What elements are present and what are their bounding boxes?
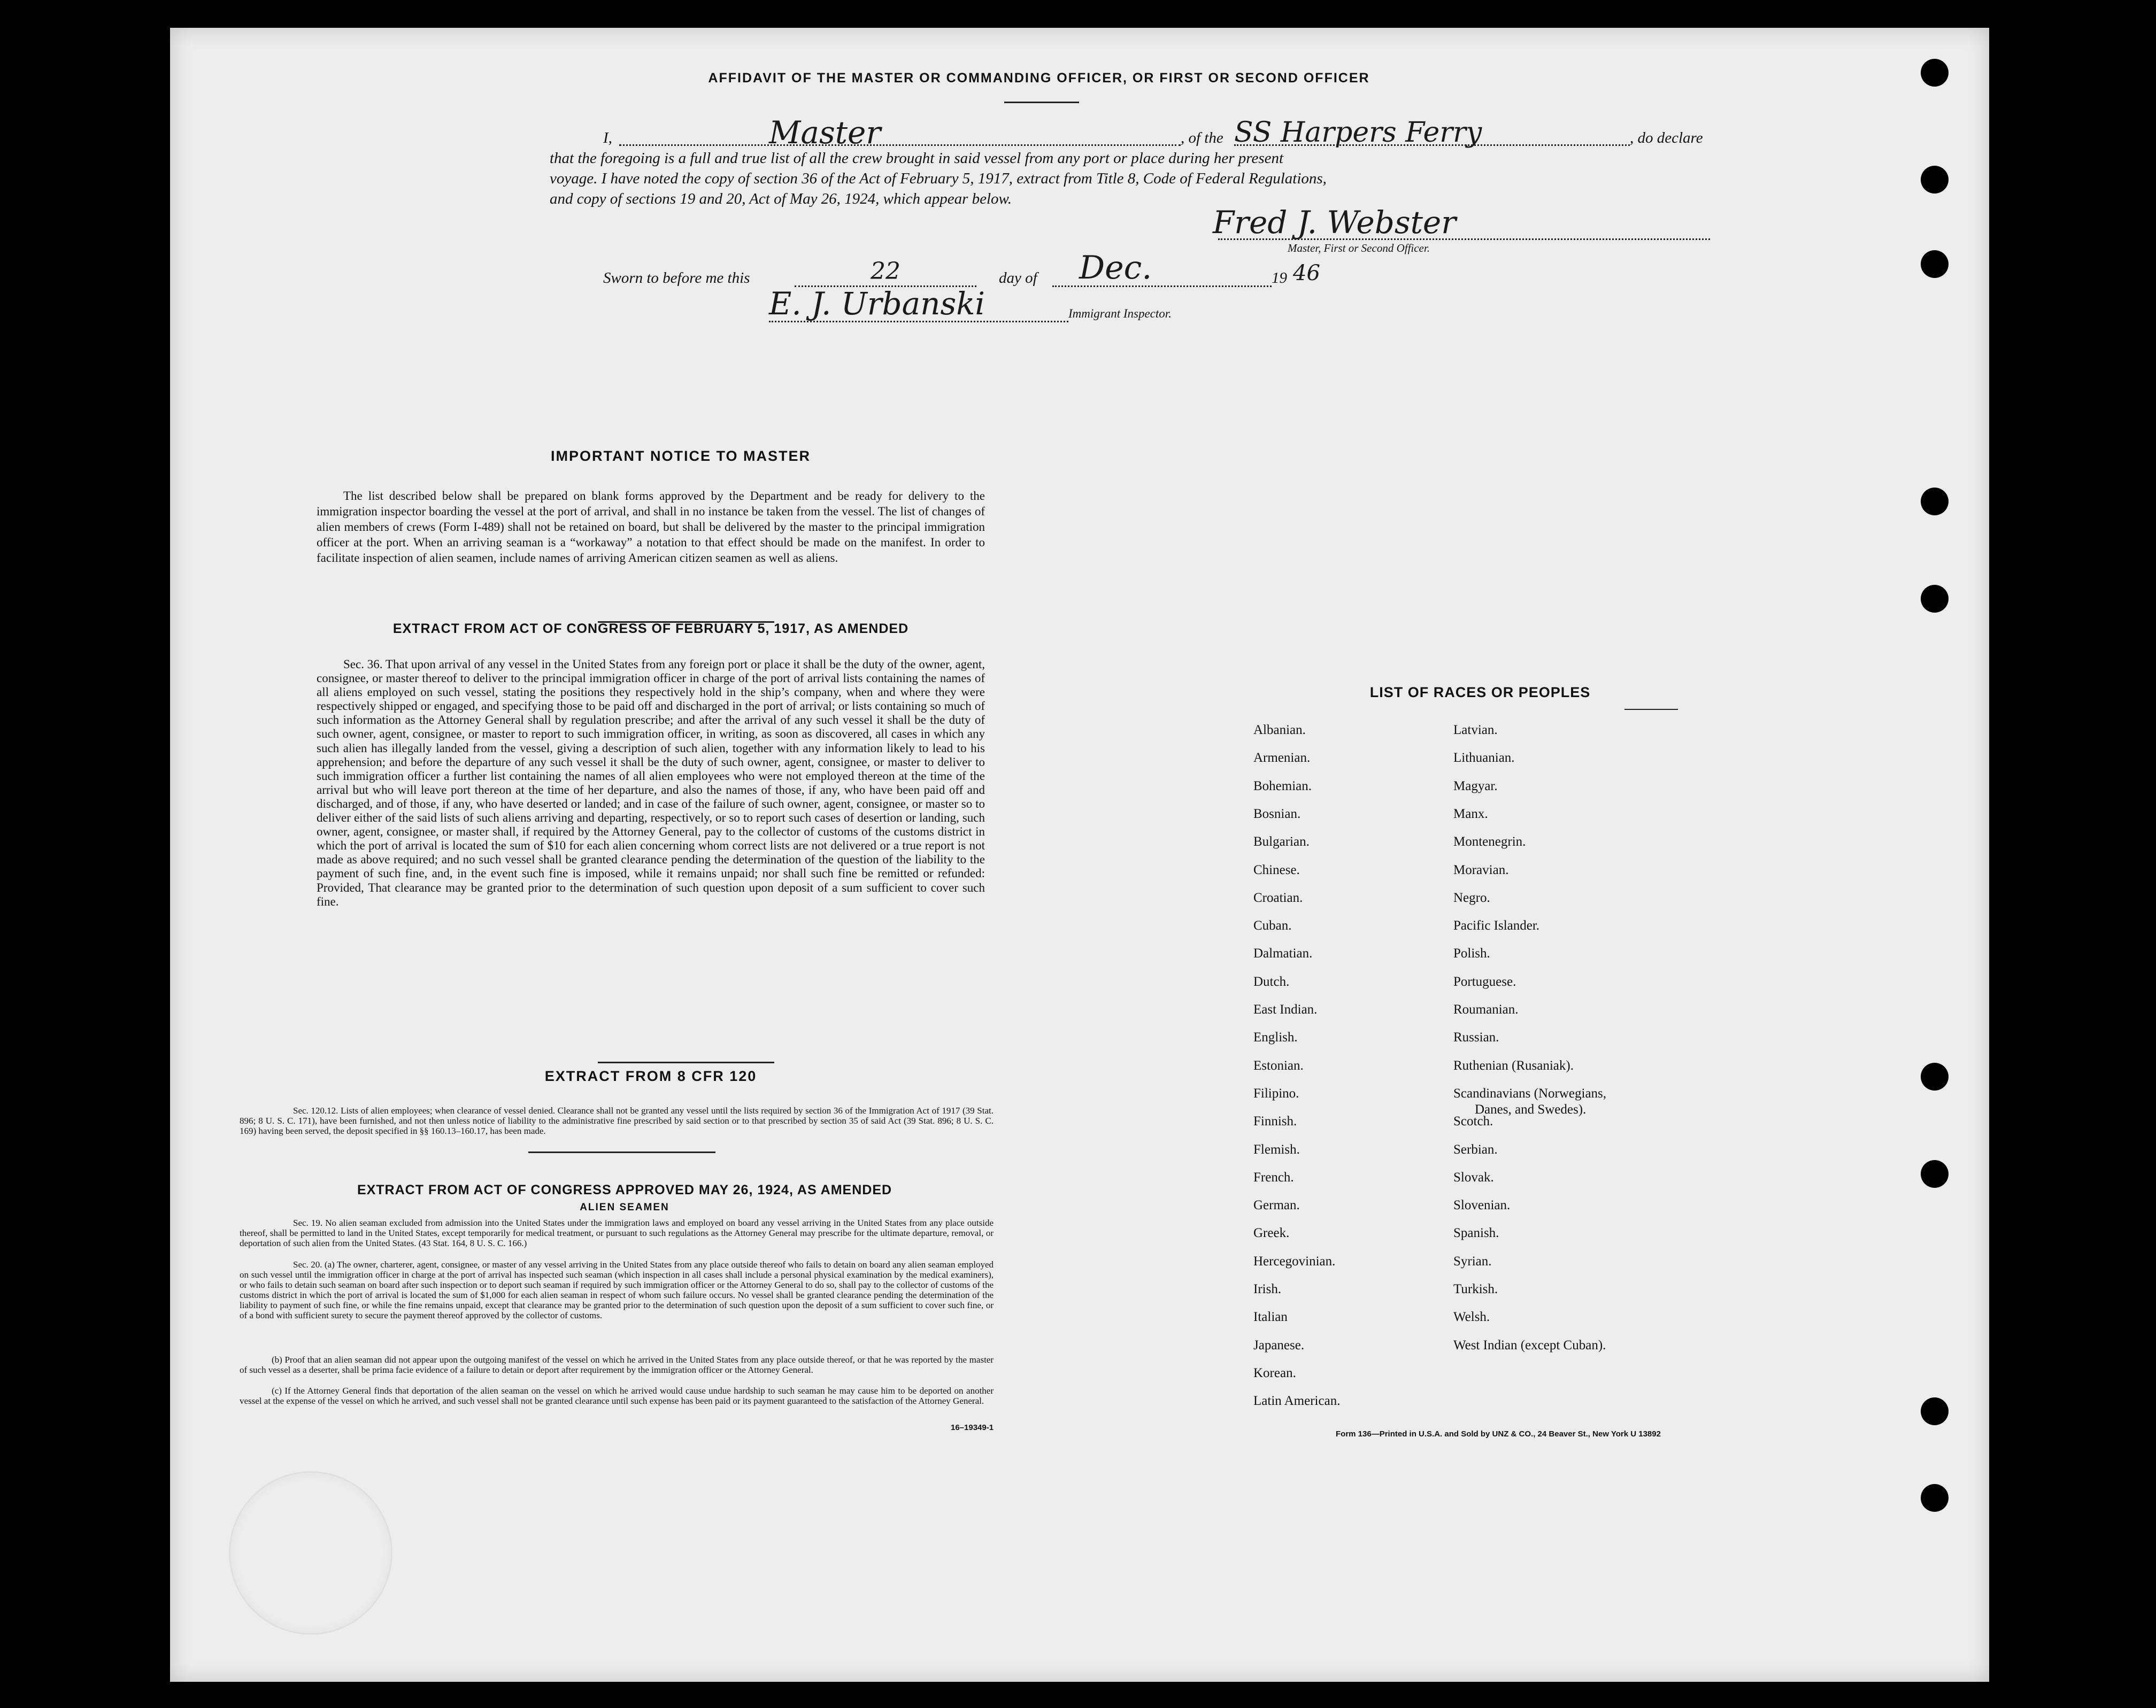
extract-1924-sec19: Sec. 19. No alien seaman excluded from admission into the United States under the immigration laws and employed on board any vessel arriving in the United States from any place outside thereof, shall be permitted to land in the United States, except temporarily for medical treatment, or pursuant to such regulations as the Attorney General may prescribe for the ultimate departure, removal, or deportation of such alien from the United States. (43 Stat. 164, 8 U. S. C. 166.) [240,1218,994,1249]
race-item: French. [1253,1170,1294,1185]
extract-1924-title: EXTRACT FROM ACT OF CONGRESS APPROVED MAY 26, 1924, AS AMENDED [357,1183,892,1197]
punch-hole [1921,250,1949,278]
race-item: Latin American. [1253,1394,1341,1409]
extract-1924-sec20b: (b) Proof that an alien seaman did not appear upon the outgoing manifest of the vessel on which he arrived in the United States from any place outside thereof, or that he was reported by the master of such vessel as a deserter, shall be prima facie evidence of a failure to detain or deport after requirement by the immigration officer or the Attorney General. [240,1355,994,1375]
race-item: Italian [1253,1310,1288,1325]
race-item: Lithuanian. [1453,751,1515,766]
race-item: Filipino. [1253,1086,1299,1101]
races-footer: Form 136—Printed in U.S.A. and Sold by UNZ & CO., 24 Beaver St., New York U 13892 [1336,1429,1661,1439]
extract-1917-title: EXTRACT FROM ACT OF CONGRESS OF FEBRUARY 5, 1917, AS AMENDED [392,621,909,636]
race-item: Flemish. [1253,1142,1300,1157]
title-underline [1004,102,1079,103]
race-item: Montenegrin. [1453,834,1526,849]
race-item: Manx. [1453,806,1488,821]
punch-hole [1921,488,1949,515]
race-item: Ruthenian (Rusaniak). [1453,1058,1574,1073]
race-item: Pacific Islander. [1453,918,1540,933]
race-item: Latvian. [1453,723,1498,737]
race-item: Spanish. [1453,1226,1499,1241]
handwritten-master: Master [769,114,881,151]
extract-1924-subtitle: ALIEN SEAMEN [580,1202,669,1213]
of-the-label: , of the [1181,129,1223,146]
affidavit-line2: that the foregoing is a full and true list of all the crew brought in said vessel from any port or place during her present [550,150,1284,167]
inspector-blank [769,321,1068,322]
races-title: LIST OF RACES OR PEOPLES [1369,684,1591,700]
race-item: Albanian. [1253,723,1306,737]
name-blank [619,144,1181,146]
signature-caption: Master, First or Second Officer. [1288,242,1430,254]
extract-cfr-body: Sec. 120.12. Lists of alien employees; when clearance of vessel denied. Clearance shall not be granted any vessel until the lists required by section 36 of the Immigration Act of 1917 (39 Stat. 896; 8 U. S. C. 171), have been furnished, and not then unless notice of liability to the administrative fine prescribed by said section or to that prescribed by section 35 of said Act (39 Stat. 896; 8 U. S. C. 169) having been served, the deposit specified in §§ 160.13–160.17, has been made. [240,1106,994,1137]
race-item: Bosnian. [1253,806,1301,821]
race-item: Scandinavians (Norwegians, [1453,1086,1607,1101]
race-item: Turkish. [1453,1282,1498,1296]
race-item: Negro. [1453,890,1490,905]
do-declare-label: , do declare [1630,129,1703,146]
handwritten-inspector: E. J. Urbanski [769,285,985,322]
race-item: Greek. [1253,1226,1290,1241]
race-item: Chinese. [1253,862,1300,877]
handwritten-year: 46 [1293,261,1320,285]
handwritten-signature: Fred J. Webster [1213,204,1456,241]
punch-hole [1921,1160,1949,1188]
race-item: Bulgarian. [1253,834,1310,849]
punch-hole [1921,166,1949,194]
race-item: Russian. [1453,1030,1499,1045]
race-item: Japanese. [1253,1338,1305,1353]
punch-hole [1921,1397,1949,1425]
signature-blank [1218,238,1710,240]
affidavit-line3: voyage. I have noted the copy of section 36 of the Act of February 5, 1917, extract from Title 8, Code of Federal Regulations, [550,170,1327,187]
day-of-label: day of [999,269,1037,287]
race-item: Portuguese. [1453,974,1516,989]
punch-hole [1921,1484,1949,1512]
race-item: Slovenian. [1453,1198,1511,1213]
extract-1924-sec20a: Sec. 20. (a) The owner, charterer, agent, consignee, or master of any vessel arriving in the United States from any place outside thereof who fails to detain on board any alien seaman employed on such vessel until the immigration officer in charge at the port of arrival has inspected such seaman (which inspection in all cases shall include a personal physical examination by the medical examiners), or who fails to detain such seaman on board after such inspection or to deport such seaman if required by such immigration officer or the Attorney General to do so, shall pay to the collector of customs of the customs district in which the port of arrival is located the sum of $1,000 for each alien seaman in respect of whom such failure occurs. No vessel shall be granted clearance pending the determination of the liability to payment of such fine, or while the fine remains unpaid, except that clearance may be granted prior to the determination of such question upon the deposit of a sum sufficient to cover such fine, or of a bond with sufficient surety to secure the payment thereof approved by the collector of customs. [240,1259,994,1321]
punch-hole [1921,1063,1949,1091]
handwritten-month: Dec. [1079,249,1152,287]
race-item: Hercegovinian. [1253,1254,1336,1269]
affidavit-line1 [603,114,1737,151]
race-item: Syrian. [1453,1254,1492,1269]
race-item: Finnish. [1253,1114,1297,1129]
form-code: 16–19349-1 [951,1423,994,1432]
extract-1917-body: Sec. 36. That upon arrival of any vessel in the United States from any foreign port or place it shall be the duty of the owner, agent, consignee, or master thereof to deliver to the principal immigration officer in charge of the port of arrival lists containing the names of all aliens employed on such vessel, stating the positions they respectively hold in the ship’s company, when and where they were respectively shipped or engaged, and specifying those to be paid off and discharged in the port of arrival; or lists containing so much of such information as the Attorney General shall by regulation prescribe; and after the arrival of any such vessel it shall be the duty of such owner, agent, consignee, or master to report to such immigration officer, in writing, as soon as discovered, all cases in which any such alien has illegally landed from the vessel, giving a description of such alien, together with any information likely to lead to his apprehension; and before the departure of any such vessel it shall be the duty of such owner, agent, consignee, or master to deliver to such immigration officer a further list containing the names of all alien employees who were not employed thereon at the time of the arrival but who will leave port thereon at the time of her departure, and also the names of those, if any, who have been paid off and discharged, and of those, if any, who have deserted or landed; and in case of the failure of such owner, agent, consignee, or master so to deliver either of the said lists of such aliens arriving and departing, respectively, or so to report such cases of desertion or landing, such owner, agent, consignee, or master shall, if required by the Attorney General, pay to the collector of customs of the customs district in which the port of arrival is located the sum of $10 for each alien concerning whom correct lists are not delivered or a true report is not made as above required; and no such vessel shall be granted clearance pending the determination of the question of the liability to the payment of such fine, and, in the event such fine is imposed, while it remains unpaid; nor shall such fine be remitted or refunded: Provided, That clearance may be granted prior to the determination of such question upon deposit of a sum sufficient to cover such fine. [317,658,985,908]
affidavit-line4: and copy of sections 19 and 20, Act of May 26, 1924, which appear below. [550,190,1012,207]
race-item: West Indian (except Cuban). [1453,1338,1606,1353]
race-item: Welsh. [1453,1310,1490,1325]
extract-1924-sec20c: (c) If the Attorney General finds that deportation of the alien seaman on the vessel on which he arrived would cause undue hardship to such seaman he may cause him to be deported on another vessel at the expense of the vessel on which he arrived, and such vessel shall not be granted clearance until such expense has been paid or its payment guaranteed to the satisfaction of the Attorney General. [240,1386,994,1406]
divider [598,1062,774,1063]
sworn-label: Sworn to before me this [603,269,750,287]
race-item: Polish. [1453,946,1490,961]
race-item: Magyar. [1453,778,1498,793]
i-label: I, [603,129,612,146]
race-item: East Indian. [1253,1002,1318,1017]
race-item: Dutch. [1253,974,1290,989]
race-item: Irish. [1253,1282,1282,1296]
inspector-caption: Immigrant Inspector. [1068,307,1172,320]
punch-hole [1921,585,1949,613]
race-item: Slovak. [1453,1170,1494,1185]
race-item: Cuban. [1253,918,1292,933]
notice-title: IMPORTANT NOTICE TO MASTER [551,448,811,464]
race-item: Serbian. [1453,1142,1498,1157]
year-prefix: 19 [1272,269,1287,287]
document-page [170,28,1989,1682]
race-item: Dalmatian. [1253,946,1313,961]
divider [528,1151,715,1153]
handwritten-vessel: SS Harpers Ferry [1234,117,1482,149]
race-item: Armenian. [1253,751,1311,766]
affidavit-title: AFFIDAVIT OF THE MASTER OR COMMANDING OFFICER, OR FIRST OR SECOND OFFICER [708,71,1370,86]
race-item: Roumanian. [1453,1002,1519,1017]
notice-body: The list described below shall be prepared on blank forms approved by the Department and be ready for delivery to the immigration inspector boarding the vessel at the port of arrival, and shall in no instance be taken from the vessel. The list of changes of alien members of crews (Form I-489) shall not be retained on board, but shall be delivered by the master to the principal immigration officer at the port. When an arriving seaman is a “workaway” a notation to that effect should be made on the manifest. In order to facilitate inspection of alien seamen, include names of arriving American citizen seamen as well as aliens. [317,489,985,565]
race-item: Moravian. [1453,862,1509,877]
punch-hole [1921,59,1949,87]
handwritten-day: 22 [871,258,900,285]
race-item: English. [1253,1030,1298,1045]
race-item: Bohemian. [1253,778,1312,793]
race-item: German. [1253,1198,1300,1213]
extract-cfr-title: EXTRACT FROM 8 CFR 120 [544,1068,757,1084]
races-title-dash [1624,709,1678,710]
race-item: Danes, and Swedes). [1475,1102,1587,1117]
race-item: Scotch. [1453,1114,1493,1129]
embossed-seal [229,1471,392,1635]
race-item: Croatian. [1253,890,1303,905]
race-item: Estonian. [1253,1058,1304,1073]
race-item: Korean. [1253,1365,1296,1380]
